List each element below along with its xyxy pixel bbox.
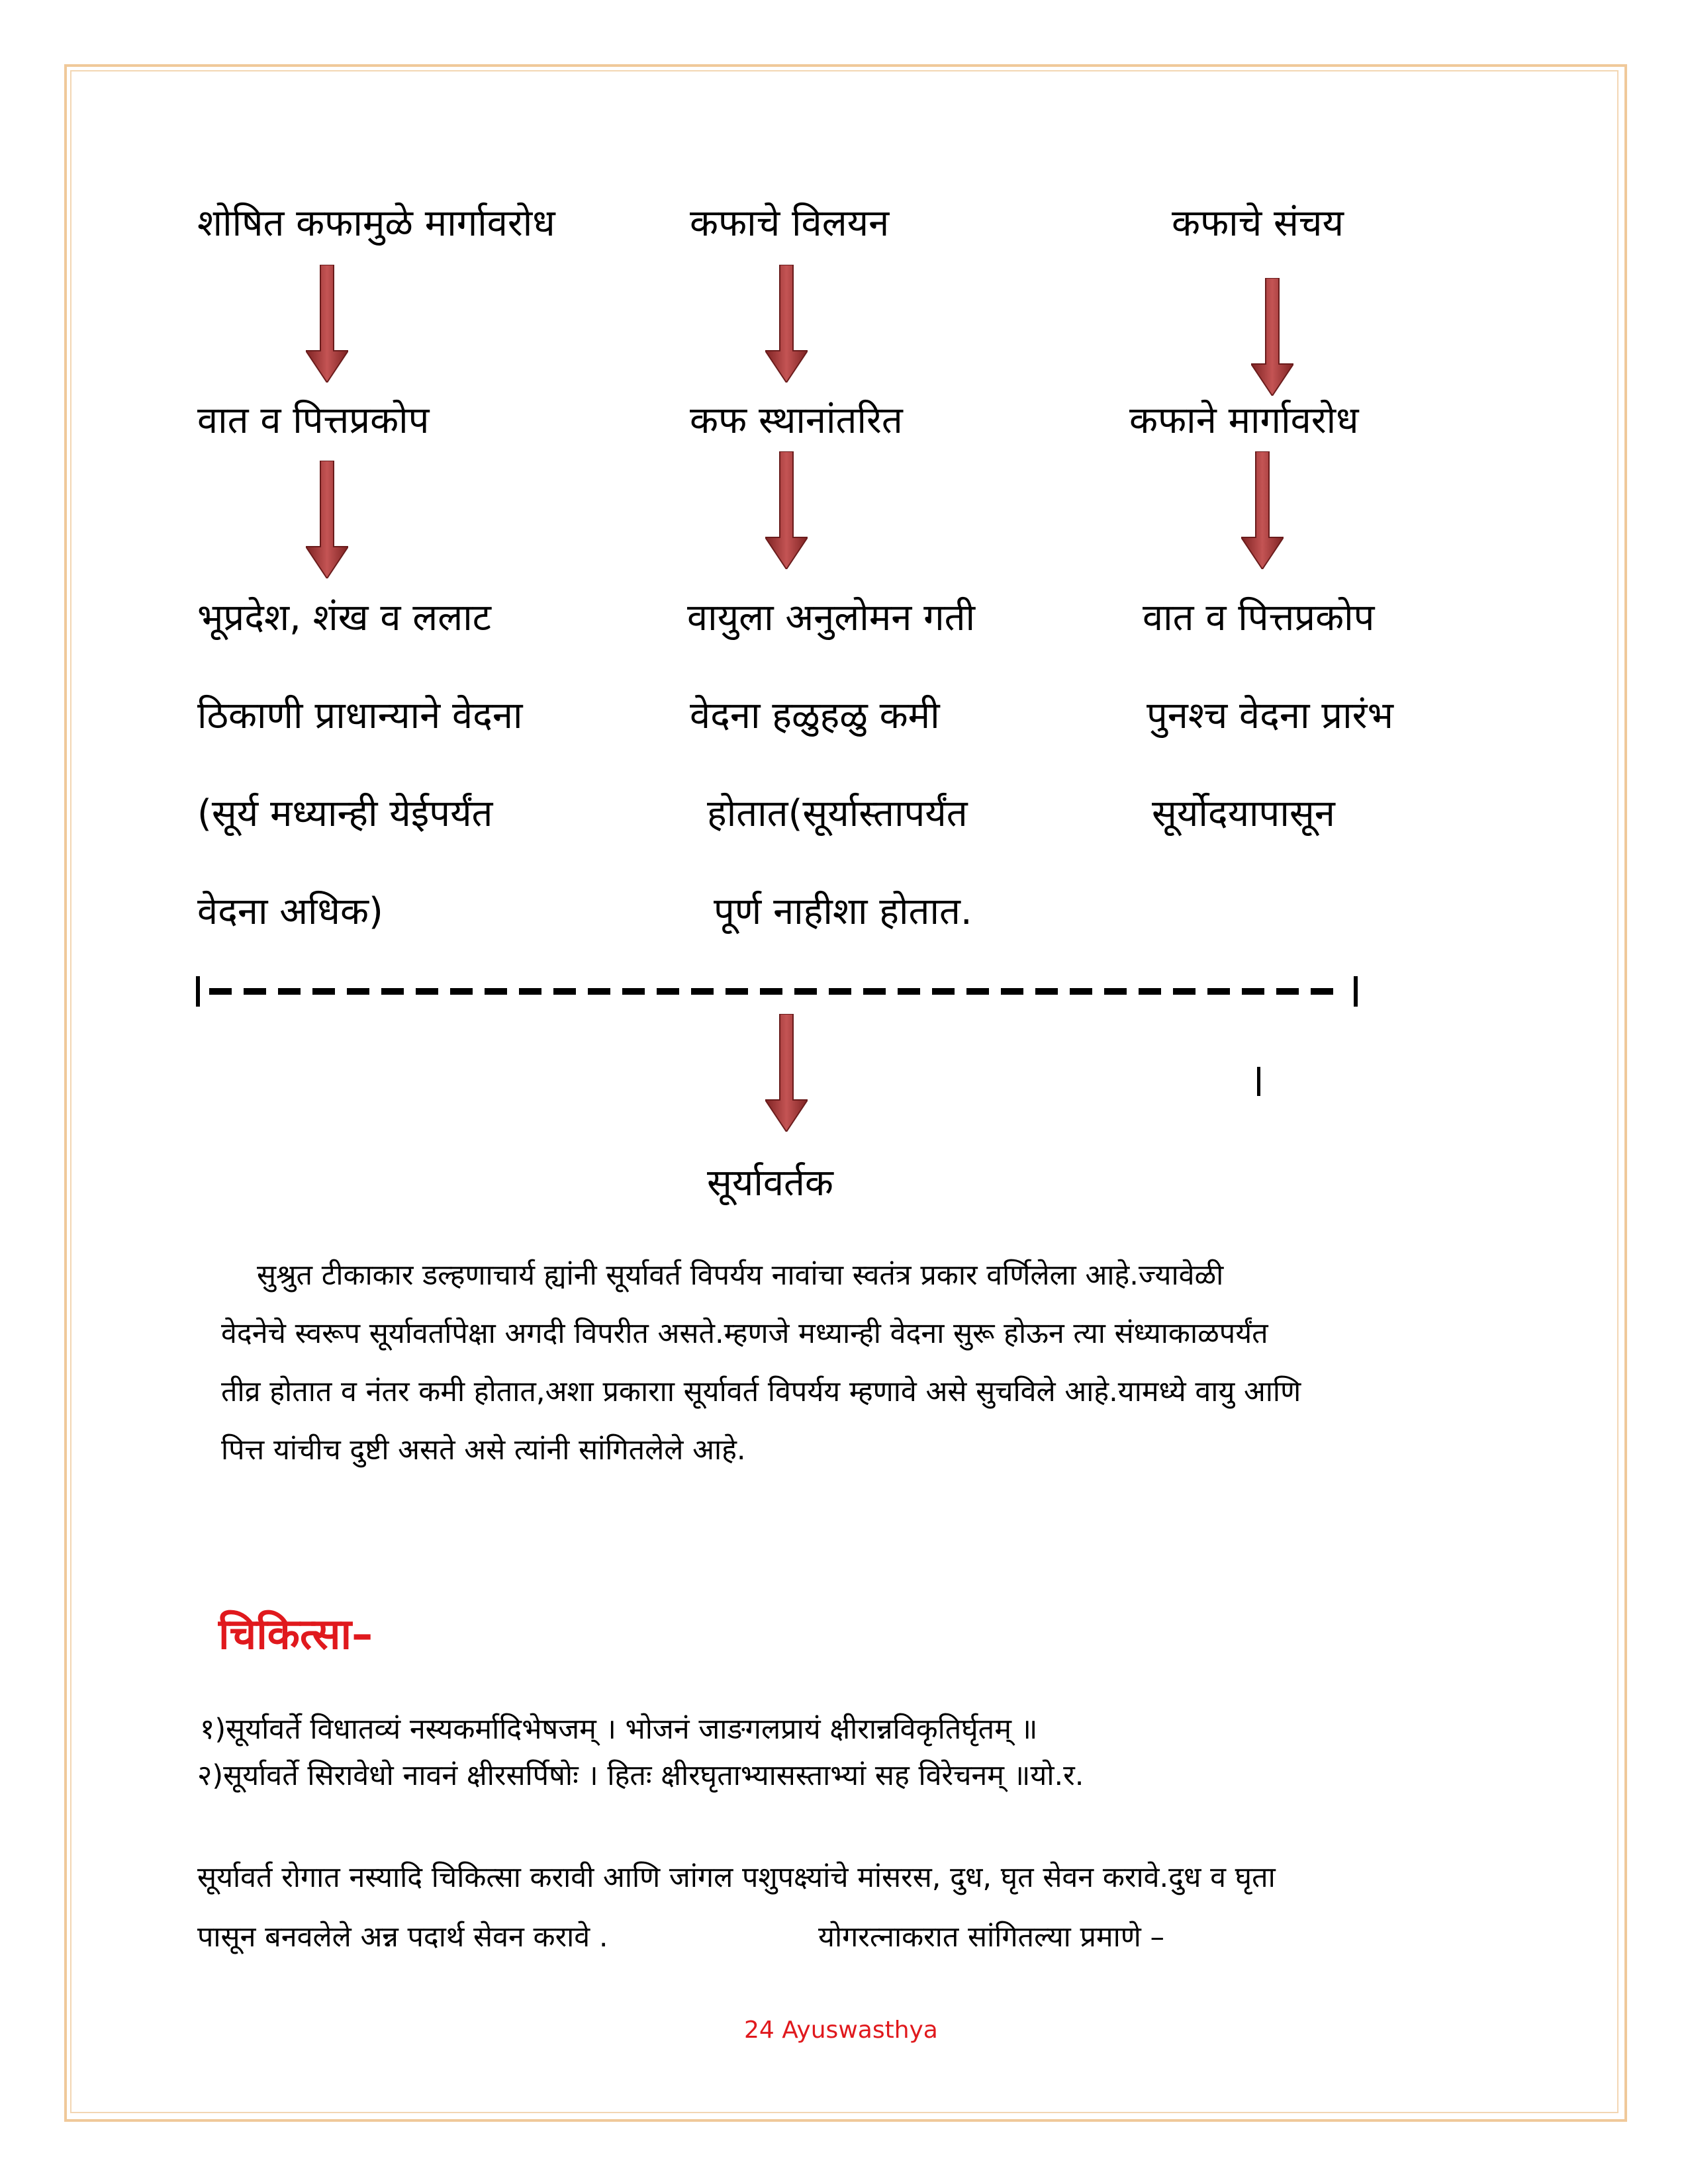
flowchart-result: सूर्यावर्तक (707, 1161, 833, 1205)
vertical-tick (1257, 1067, 1260, 1096)
paragraph-line-4: पित्त यांचीच दुष्टी असते असे त्यांनी सांगितलेले आहे. (221, 1433, 746, 1467)
col3-row3-line2: पुनश्च वेदना प्रारंभ (1147, 694, 1393, 737)
col2-row3-line4: पूर्ण नाहीशा होतात. (714, 890, 972, 933)
paragraph-line-2: वेदनेचे स्वरूप सूर्यावर्तापेक्षा अगदी विपरीत असते.म्हणजे मध्यान्ही वेदना सुरू होऊन त्या संध्याकाळपर्यंत (221, 1317, 1268, 1350)
col2-row1: कफाचे विलयन (690, 202, 890, 245)
treatment-heading: चिकित्सा– (218, 1610, 373, 1659)
col2-row2: कफ स्थानांतरित (690, 399, 903, 442)
col1-row1: शोषित कफामुळे मार्गावरोध (197, 202, 555, 245)
connector-line (196, 976, 1358, 1007)
col3-row3-line3: सूर्योदयापासून (1152, 792, 1335, 835)
explanation-line-1: सूर्यावर्त रोगात नस्यादि चिकित्सा करावी आणि जांगल पशुपक्ष्यांचे मांसरस, दुध, घृत सेवन करावे.दुध व घृता (197, 1861, 1276, 1894)
col1-row3-line2: ठिकाणी प्राधान्याने वेदना (197, 694, 523, 737)
col2-row3-line2: वेदना हळुहळु कमी (690, 694, 940, 737)
col1-row3-line1: भूप्रदेश, शंख व ललाट (197, 596, 491, 639)
arrow-down-icon (1251, 278, 1293, 396)
col1-row2: वात व पित्तप्रकोप (197, 399, 430, 442)
arrow-down-icon (1241, 451, 1284, 569)
page-footer: 24 Ayuswasthya (744, 2017, 938, 2044)
col2-row3-line1: वायुला अनुलोमन गती (687, 596, 976, 639)
col3-row3-line1: वात व पित्तप्रकोप (1143, 596, 1375, 639)
verse-1: १)सूर्यावर्ते विधातव्यं नस्यकर्मादिभेषजम् । भोजनं जाङगलप्रायं क्षीरान्नविकृतिर्घृतम् ॥ (200, 1713, 1038, 1746)
arrow-down-icon (765, 265, 808, 383)
col3-row1: कफाचे संचय (1172, 202, 1344, 245)
col1-row3-line3: (सूर्य मध्यान्ही येईपर्यंत (197, 792, 493, 835)
explanation-line-2a: पासून बनवलेले अन्न पदार्थ सेवन करावे . (197, 1921, 608, 1954)
paragraph-line-3: तीव्र होतात व नंतर कमी होतात,अशा प्रकाराा सूर्यावर्त विपर्यय म्हणावे असे सुचविले आहे.यामध्ये वायु आणि (221, 1375, 1301, 1408)
arrow-down-icon (765, 1014, 808, 1132)
col1-row3-line4: वेदना अधिक) (197, 890, 383, 933)
verse-2: २)सूर्यावर्ते सिरावेधो नावनं क्षीरसर्पिषोः । हितः क्षीरघृताभ्यासस्ताभ्यां सह विरेचनम् ॥यो.र. (197, 1759, 1084, 1792)
arrow-down-icon (306, 461, 348, 578)
page-border-inner (70, 70, 1618, 2113)
col2-row3-line3: होतात(सूर्यास्तापर्यंत (707, 792, 968, 835)
arrow-down-icon (765, 451, 808, 569)
col3-row2: कफाने मार्गावरोध (1129, 399, 1359, 442)
explanation-line-2b: योगरत्नाकरात सांगितल्या प्रमाणे – (818, 1921, 1165, 1954)
paragraph-line-1: सुश्रुत टीकाकार डल्हणाचार्य ह्यांनी सूर्यावर्त विपर्यय नावांचा स्वतंत्र प्रकार वर्णिलेला आहे.ज्यावेळी (257, 1259, 1224, 1292)
arrow-down-icon (306, 265, 348, 383)
